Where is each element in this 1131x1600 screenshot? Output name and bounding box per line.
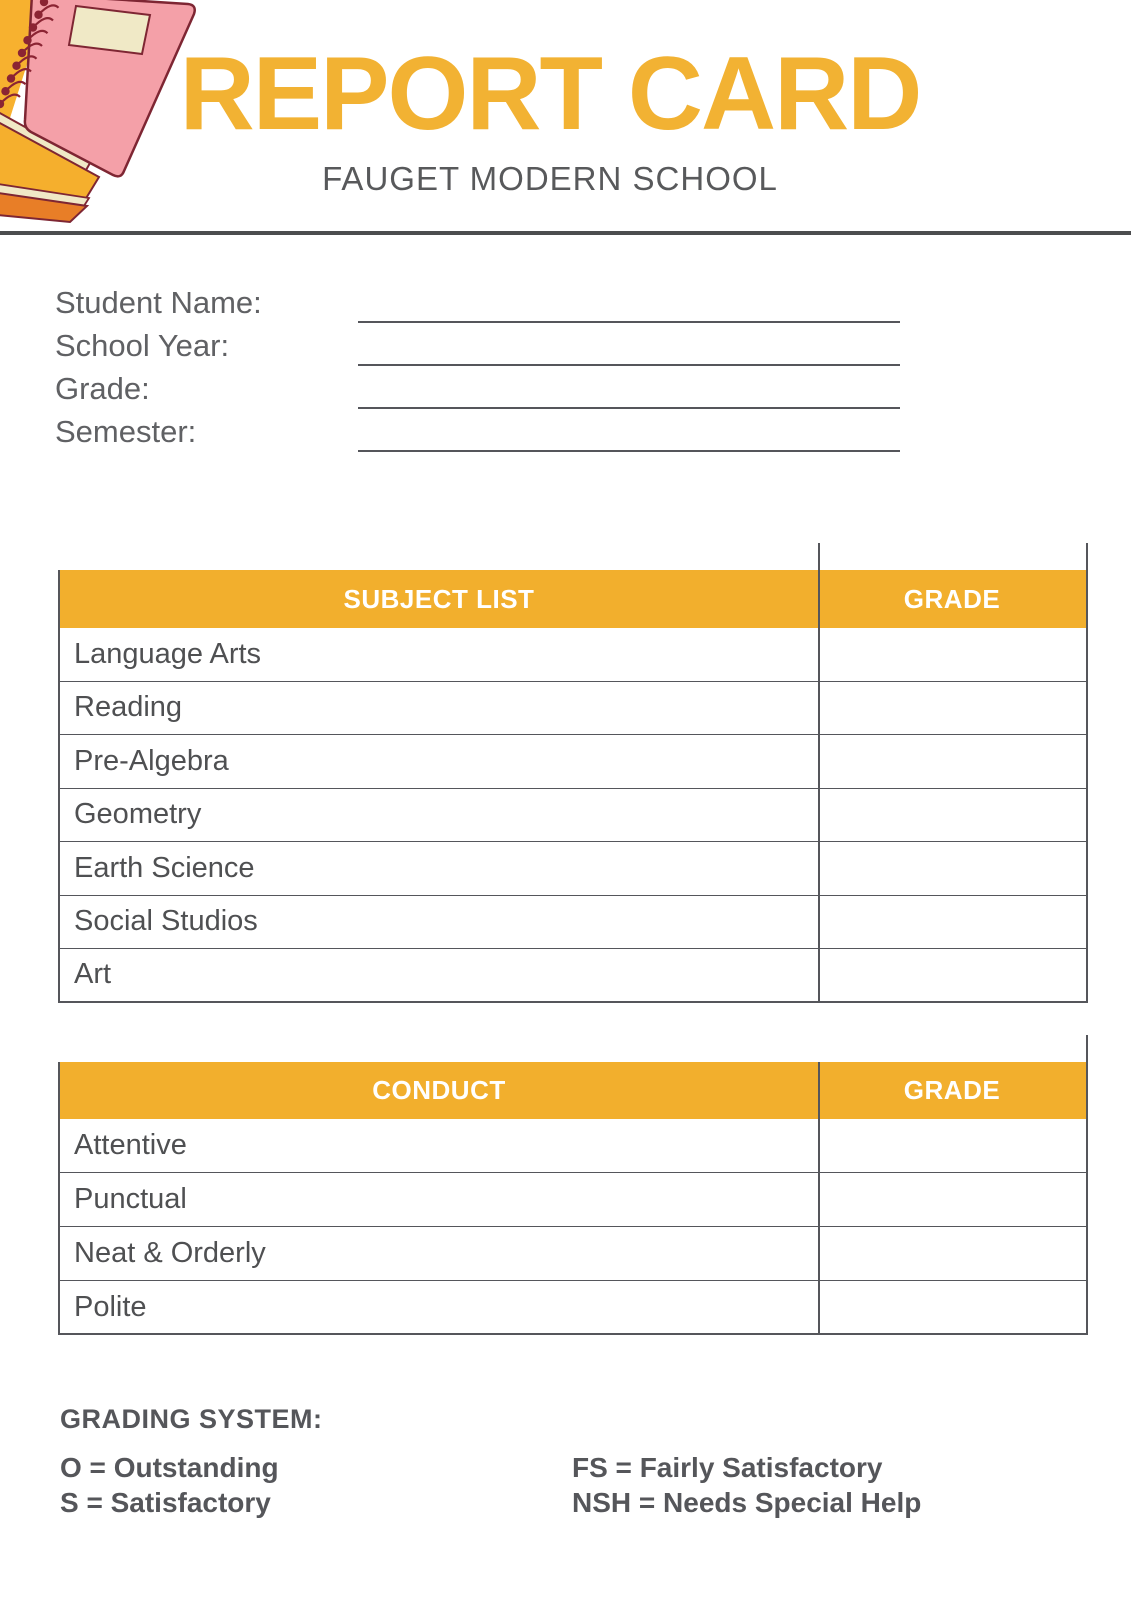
- subject-cell: Pre-Algebra: [74, 744, 229, 777]
- form-field-label: Semester:: [55, 414, 197, 449]
- table-row: [60, 1173, 1086, 1227]
- table-row: [60, 682, 1086, 736]
- form-input-line[interactable]: [358, 323, 900, 366]
- subjects-table-header: [60, 570, 1086, 628]
- grade-column-right-rule: [1086, 1035, 1088, 1335]
- form-input-line[interactable]: [358, 280, 900, 323]
- conduct-cell: Polite: [74, 1290, 147, 1323]
- table-row: [60, 949, 1086, 1003]
- grade-header-cell: GRADE: [903, 1075, 1001, 1105]
- conduct-cell: Punctual: [74, 1183, 187, 1215]
- subject-cell: Art: [74, 958, 112, 991]
- subjects-table: [58, 570, 1086, 1003]
- grading-system-left-column: [60, 1450, 279, 1520]
- form-row: [55, 409, 900, 452]
- conduct-table: [58, 1062, 1086, 1335]
- grade-header-cell: GRADE: [903, 583, 1001, 614]
- form-input-line[interactable]: [358, 366, 900, 409]
- grading-system-right-column: [572, 1450, 921, 1520]
- form-row: [55, 280, 900, 323]
- grade-column-right-rule: [1086, 543, 1088, 1003]
- form-field-label: School Year:: [55, 328, 230, 363]
- grade-cell[interactable]: [818, 1281, 1086, 1333]
- grading-key-item: S = Satisfactory: [60, 1487, 271, 1518]
- header-divider: [0, 231, 1131, 235]
- grade-cell[interactable]: [818, 1227, 1086, 1280]
- grade-cell[interactable]: [818, 628, 1086, 681]
- grading-system: [60, 1404, 1070, 1518]
- page-title: REPORT CARD: [179, 36, 921, 152]
- grade-column-left-rule: [818, 1062, 820, 1335]
- subject-cell: Geometry: [74, 798, 202, 831]
- grade-cell[interactable]: [818, 949, 1086, 1001]
- grading-key-item: O = Outstanding: [60, 1452, 279, 1483]
- grade-column-left-rule: [818, 543, 820, 1003]
- conduct-table-header: [60, 1062, 1086, 1119]
- table-row: [60, 842, 1086, 896]
- form-field-label: Grade:: [55, 371, 150, 406]
- table-row: [60, 896, 1086, 950]
- grading-key-item: FS = Fairly Satisfactory: [572, 1452, 883, 1483]
- subject-list-header-cell: SUBJECT LIST: [343, 583, 535, 614]
- conduct-cell: Neat & Orderly: [74, 1237, 266, 1269]
- student-info-form: [55, 280, 900, 452]
- subject-cell: Reading: [74, 691, 183, 724]
- grading-key-item: NSH = Needs Special Help: [572, 1487, 922, 1518]
- grade-cell[interactable]: [818, 1119, 1086, 1172]
- table-row: [60, 1227, 1086, 1281]
- notebook-label-shape: [69, 6, 150, 54]
- form-row: [55, 366, 900, 409]
- grading-system-title: GRADING SYSTEM:: [60, 1404, 323, 1434]
- table-row: [60, 1119, 1086, 1173]
- table-row: [60, 628, 1086, 682]
- grade-cell[interactable]: [818, 735, 1086, 788]
- table-row: [60, 735, 1086, 789]
- table-row: [60, 789, 1086, 843]
- form-row: [55, 323, 900, 366]
- form-input-line[interactable]: [358, 409, 900, 452]
- grade-cell[interactable]: [818, 682, 1086, 735]
- form-field-label: Student Name:: [55, 285, 262, 320]
- conduct-header-cell: CONDUCT: [372, 1075, 506, 1105]
- subject-cell: Language Arts: [74, 637, 262, 670]
- grade-cell[interactable]: [818, 1173, 1086, 1226]
- header: [150, 36, 950, 198]
- grade-cell[interactable]: [818, 789, 1086, 842]
- grade-cell[interactable]: [818, 842, 1086, 895]
- subject-cell: Earth Science: [74, 851, 255, 884]
- grade-cell[interactable]: [818, 896, 1086, 949]
- school-name: FAUGET MODERN SCHOOL: [322, 160, 778, 197]
- subject-cell: Social Studios: [74, 905, 258, 938]
- conduct-cell: Attentive: [74, 1129, 187, 1161]
- table-row: [60, 1281, 1086, 1335]
